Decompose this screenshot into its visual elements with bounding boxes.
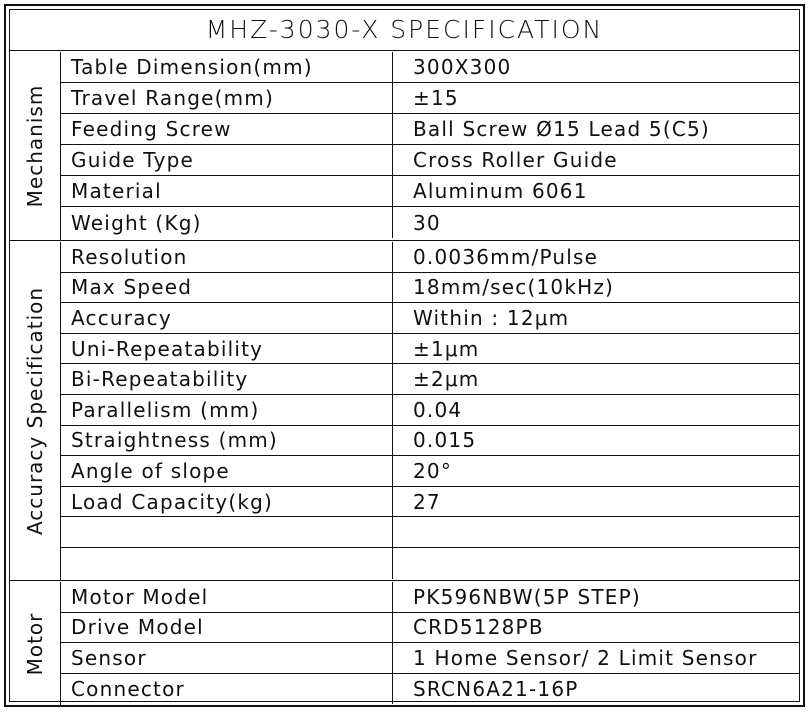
spec-value: CRD5128PB xyxy=(413,615,544,640)
spec-value: 20° xyxy=(413,458,453,483)
spec-key: Travel Range(mm) xyxy=(61,83,393,113)
spec-key: Load Capacity(kg) xyxy=(61,487,393,517)
group-label-mechanism: Mechanism xyxy=(10,52,61,240)
table-row xyxy=(61,613,799,644)
spec-key: Feeding Screw xyxy=(61,114,393,144)
table-row xyxy=(61,273,799,304)
spec-key: Material xyxy=(61,176,393,206)
spec-value: SRCN6A21-16P xyxy=(413,676,579,701)
spec-value: 18mm/sec(10kHz) xyxy=(413,275,615,300)
mechanism-group xyxy=(10,52,799,241)
table-row xyxy=(61,517,799,548)
spec-key: Guide Type xyxy=(61,145,393,175)
group-label-accuracy: Accuracy Specification xyxy=(10,242,61,580)
spec-value: 0.04 xyxy=(413,397,463,422)
motor-group xyxy=(10,582,799,706)
spec-key xyxy=(61,548,393,579)
table-row xyxy=(61,487,799,518)
table-row xyxy=(61,114,799,145)
spec-key: Connector xyxy=(61,674,393,705)
table-row xyxy=(61,548,799,579)
table-row xyxy=(61,643,799,674)
spec-table xyxy=(9,9,800,702)
spec-key: Parallelism (mm) xyxy=(61,395,393,425)
table-row xyxy=(61,364,799,395)
spec-value: ±1μm xyxy=(413,336,480,361)
spec-key: Motor Model xyxy=(61,582,393,612)
table-row xyxy=(61,303,799,334)
spec-key: Resolution xyxy=(61,242,393,272)
table-row xyxy=(61,83,799,114)
spec-value: PK596NBW(5P STEP) xyxy=(413,584,641,609)
table-row xyxy=(61,456,799,487)
spec-value xyxy=(393,548,799,579)
spec-key: Uni-Repeatability xyxy=(61,334,393,364)
spec-value: Within : 12μm xyxy=(413,305,570,330)
spec-key: Bi-Repeatability xyxy=(61,364,393,394)
spec-key: Angle of slope xyxy=(61,456,393,486)
spec-value: Ball Screw Ø15 Lead 5(C5) xyxy=(413,117,710,141)
spec-key: Weight (Kg) xyxy=(61,207,393,238)
spec-value: ±15 xyxy=(413,86,459,110)
spec-value: Aluminum 6061 xyxy=(413,179,588,203)
spec-key xyxy=(61,517,393,547)
accuracy-group xyxy=(10,242,799,581)
spec-sheet xyxy=(4,4,805,707)
table-row xyxy=(61,145,799,176)
table-row xyxy=(61,207,799,238)
table-row xyxy=(61,426,799,457)
spec-key: Max Speed xyxy=(61,273,393,303)
table-row xyxy=(61,242,799,273)
spec-value xyxy=(393,517,799,547)
group-label-motor: Motor xyxy=(10,582,61,706)
spec-key: Drive Model xyxy=(61,613,393,643)
spec-value: 1 Home Sensor/ 2 Limit Sensor xyxy=(413,645,758,670)
spec-key: Table Dimension(mm) xyxy=(61,52,393,82)
spec-key: Accuracy xyxy=(61,303,393,333)
table-row xyxy=(61,395,799,426)
spec-key: Straightness (mm) xyxy=(61,426,393,456)
spec-value: ±2μm xyxy=(413,367,480,392)
table-row xyxy=(61,582,799,613)
spec-value: 0.015 xyxy=(413,428,477,453)
spec-value: Cross Roller Guide xyxy=(413,148,618,172)
spec-value: 27 xyxy=(413,489,441,514)
spec-value: 0.0036mm/Pulse xyxy=(413,244,599,269)
table-row xyxy=(61,674,799,705)
spec-value: 300X300 xyxy=(413,55,512,79)
spec-key: Sensor xyxy=(61,643,393,673)
table-row xyxy=(61,176,799,207)
table-row xyxy=(61,334,799,365)
page-title: MHZ-3030-X SPECIFICATION xyxy=(10,10,799,51)
table-row xyxy=(61,52,799,83)
spec-value: 30 xyxy=(413,210,441,235)
